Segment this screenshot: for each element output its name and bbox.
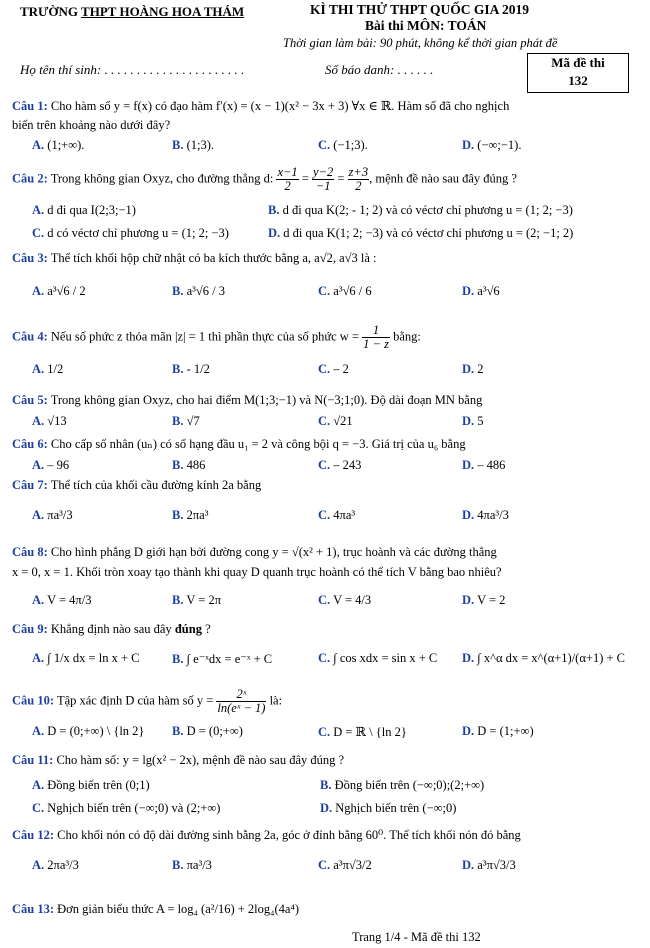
q5-option-b: B. √7	[172, 414, 200, 428]
q3-option-a: A. a³√6 / 2	[32, 284, 86, 298]
question-3: Câu 3: Thể tích khối hộp chữ nhật có ba kích thước bằng a, a√2, a√3 là :	[12, 251, 377, 265]
q2-option-d: D. d đi qua K(1; 2; −3) và có véctơ chỉ phương u = (2; −1; 2)	[268, 226, 574, 240]
question-4: Câu 4: Nếu số phức z thỏa mãn |z| = 1 thì phần thực của số phức w = $\frac{1}{1 - z}$ bằng:	[12, 323, 421, 351]
q11-option-c: C. Nghịch biến trên (−∞;0) và (2;+∞)	[32, 801, 221, 815]
q1-option-b: B. (1;3).	[172, 138, 215, 152]
question-1: Câu 1: Cho hàm số y = f(x) có đạo hàm f′(x) = (x − 1)(x² − 3x + 3) ∀x ∈ ℝ. Hàm số đã cho nghịch	[12, 99, 510, 113]
question-8-line2: x = 0, x = 1. Khối tròn xoay tạo thành khi quay D quanh trục hoành có thể tích V bằng bao nhiêu?	[12, 565, 502, 579]
q1-option-c: C. (−1;3).	[318, 138, 368, 152]
q8-option-d: D. V = 2	[462, 593, 506, 607]
q12-option-d: D. a³π√3/3	[462, 858, 516, 872]
q4-option-b: B. - 1/2	[172, 362, 210, 376]
q3-option-c: C. a³√6 / 6	[318, 284, 372, 298]
q12-option-a: A. 2πa³/3	[32, 858, 79, 872]
page-footer: Trang 1/4 - Mã đề thi 132	[352, 930, 481, 944]
exam-title: KÌ THI THỬ THPT QUỐC GIA 2019	[310, 2, 530, 17]
question-12: Câu 12: Cho khối nón có độ dài đường sinh bằng 2a, góc ở đỉnh bằng 60⁰. Thể tích khối nón đó bằng	[12, 828, 521, 842]
question-1-line2: biến trên khoảng nào dưới đây?	[12, 118, 171, 132]
q2-option-b: B. d đi qua K(2; - 1; 2) và có véctơ chỉ phương u = (1; 2; −3)	[268, 203, 573, 217]
question-2: Câu 2: Trong không gian Oxyz, cho đường thẳng d: $\frac{x-1}{2}$ = $\frac{y-2}{-1}$ = $\frac{z+3}{2}$ , mệnh đề nào sau đây đúng ?	[12, 165, 517, 193]
q9-option-d: D. ∫ x^α dx = x^(α+1)/(α+1) + C	[462, 651, 625, 665]
q12-option-c: C. a³π√3/2	[318, 858, 372, 872]
q1-option-d: D. (−∞;−1).	[462, 138, 522, 152]
q9-option-a: A. ∫ 1/x dx = ln x + C	[32, 651, 140, 665]
subject-title: Bài thi MÔN: TOÁN	[365, 18, 487, 33]
q6-option-a: A. – 96	[32, 458, 70, 472]
question-9: Câu 9: Khẳng định nào sau đây đúng ?	[12, 622, 211, 636]
question-6: Câu 6: Cho cấp số nhân (uₙ) có số hạng đầu u₁ = 2 và công bội q = −3. Giá trị của u₆ bằng	[12, 437, 466, 451]
q12-option-b: B. πa³/3	[172, 858, 212, 872]
question-8: Câu 8: Cho hình phẳng D giới hạn bởi đường cong y = √(x² + 1), trục hoành và các đường thẳng	[12, 545, 497, 559]
q7-option-a: A. πa³/3	[32, 508, 73, 522]
exam-code-value: 132	[568, 73, 588, 88]
q2-option-c: C. d có véctơ chỉ phương u = (1; 2; −3)	[32, 226, 229, 240]
q5-option-a: A. √13	[32, 414, 67, 428]
q1-option-a: A. (1;+∞).	[32, 138, 85, 152]
exam-code-label: Mã đề thi	[551, 55, 605, 70]
question-10: Câu 10: Tập xác định D của hàm số y = $\frac{\text{2ˣ}}{\text{ln(eˣ − 1)}}$ là:	[12, 687, 283, 715]
q7-option-c: C. 4πa³	[318, 508, 356, 522]
q8-option-a: A. V = 4π/3	[32, 593, 92, 607]
q5-option-d: D. 5	[462, 414, 484, 428]
student-name-field: Họ tên thí sinh: . . . . . . . . . . . . . . . . . . . . . .	[20, 62, 245, 77]
q7-option-b: B. 2πa³	[172, 508, 209, 522]
q8-option-b: B. V = 2π	[172, 593, 222, 607]
q11-option-d: D. Nghịch biến trên (−∞;0)	[320, 801, 457, 815]
q10-option-a: A. D = (0;+∞) \ {ln 2}	[32, 724, 145, 738]
school-name: TRƯỜNG THPT HOÀNG HOA THÁM	[20, 4, 245, 19]
q9-option-b: B. ∫ e⁻ˣdx = e⁻ˣ + C	[172, 652, 273, 666]
q11-option-a: A. Đồng biến trên (0;1)	[32, 778, 150, 792]
question-11: Câu 11: Cho hàm số: y = lg(x² − 2x), mệnh đề nào sau đây đúng ?	[12, 753, 345, 767]
q10-option-c: C. D = ℝ \ {ln 2}	[318, 725, 407, 739]
q3-option-d: D. a³√6	[462, 284, 500, 298]
exam-code-box	[527, 53, 629, 93]
q6-option-d: D. – 486	[462, 458, 506, 472]
q9-option-c: C. ∫ cos xdx = sin x + C	[318, 651, 438, 665]
q7-option-d: D. 4πa³/3	[462, 508, 509, 522]
question-7: Câu 7: Thể tích của khối cầu đường kính 2a bằng	[12, 478, 262, 492]
question-13: Câu 13: Đơn giản biểu thức A = log₄ (a²/16) + 2log₄(4a⁴)	[12, 902, 299, 916]
q10-option-d: D. D = (1;+∞)	[462, 724, 534, 738]
candidate-number-field: Số báo danh: . . . . . .	[325, 62, 434, 77]
time-note: Thời gian làm bài: 90 phút, không kể thời gian phát đề	[283, 36, 558, 50]
q10-option-b: B. D = (0;+∞)	[172, 724, 243, 738]
question-5: Câu 5: Trong không gian Oxyz, cho hai điểm M(1;3;−1) và N(−3;1;0). Độ dài đoạn MN bằng	[12, 393, 483, 407]
q3-option-b: B. a³√6 / 3	[172, 284, 225, 298]
q11-option-b: B. Đồng biến trên (−∞;0);(2;+∞)	[320, 778, 485, 792]
q6-option-b: B. 486	[172, 458, 206, 472]
q2-option-a: A. d đi qua I(2;3;−1)	[32, 203, 136, 217]
q4-option-a: A. 1/2	[32, 362, 64, 376]
q4-option-d: D. 2	[462, 362, 484, 376]
q8-option-c: C. V = 4/3	[318, 593, 372, 607]
q5-option-c: C. √21	[318, 414, 353, 428]
q6-option-c: C. – 243	[318, 458, 362, 472]
q4-option-c: C. – 2	[318, 362, 349, 376]
